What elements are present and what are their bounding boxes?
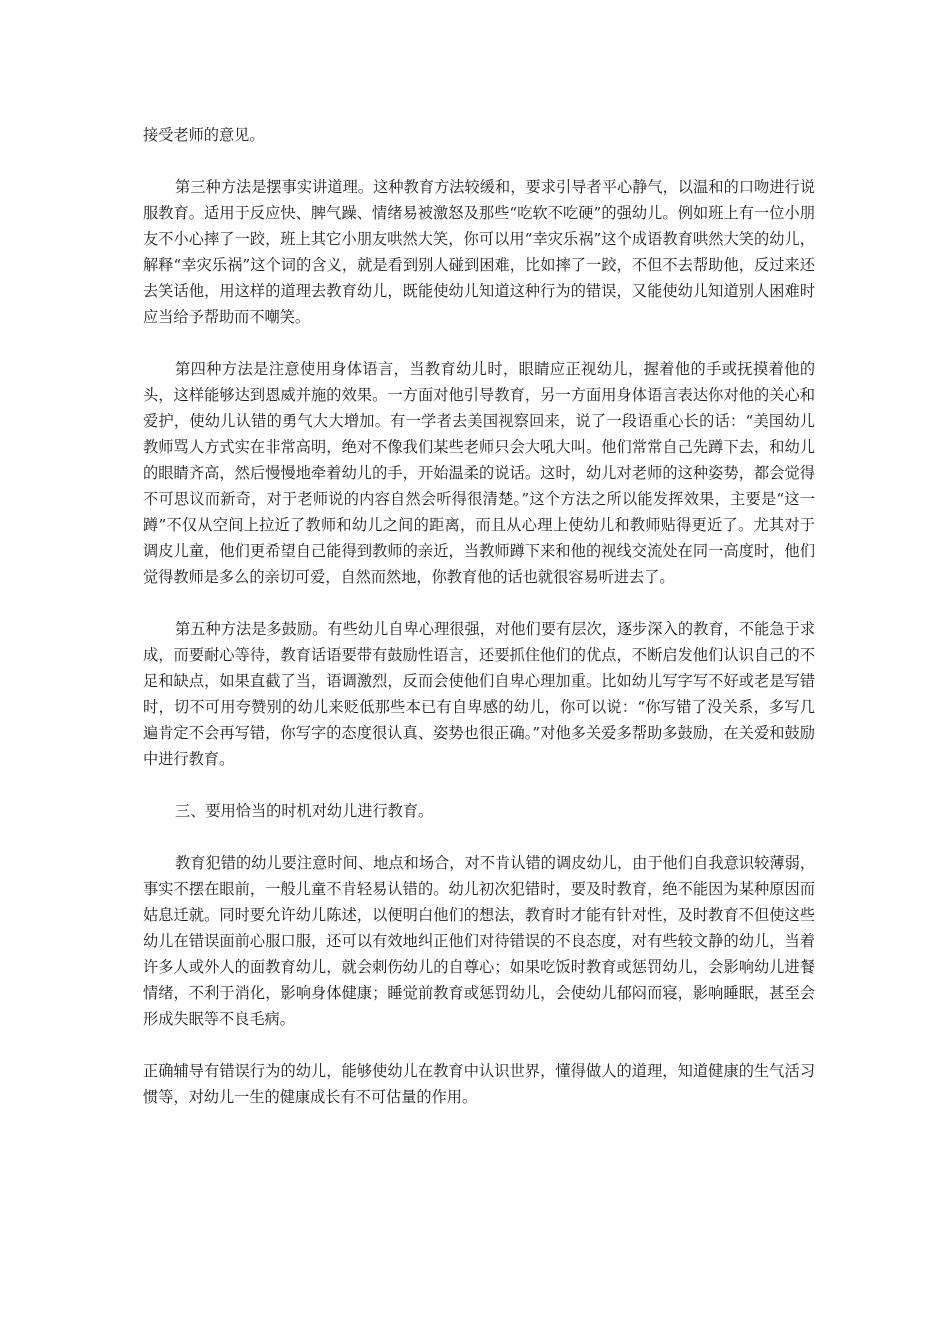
document-body	[143, 122, 815, 1136]
section-heading-timing: 三、要用恰当的时机对幼儿进行教育。	[175, 802, 434, 820]
paragraph-conclusion: 正确辅导有错误行为的幼儿，能够使幼儿在教育中认识世界，懂得做人的道理，知道健康的生气活习惯等，对幼儿一生的健康成长有不可估量的作用。	[143, 1062, 815, 1106]
paragraph-method-five: 第五种方法是多鼓励。有些幼儿自卑心理很强，对他们要有层次，逐步深入的教育，不能急于求成，而要耐心等待，教育话语要带有鼓励性语言，还要抓住他们的优点，不断启发他们认识自己的不足和缺点，如果直截了当，语调激烈，反而会使他们自卑心理加重。比如幼儿写字写不好或老是写错时，切不可用夸赞别的幼儿来贬低那些本已有自卑感的幼儿，你可以说：“你写错了没关系，多写几遍肯定不会再写错，你写字的态度很认真、姿势也很正确。”对他多关爱多帮助多鼓励，在关爱和鼓励中进行教育。	[143, 620, 815, 768]
paragraph-timing: 教育犯错的幼儿要注意时间、地点和场合，对不肯认错的调皮幼儿，由于他们自我意识较薄弱，事实不摆在眼前，一般儿童不肯轻易认错的。幼儿初次犯错时，要及时教育，绝不能因为某种原因而姑息迁就。同时要允许幼儿陈述，以便明白他们的想法，教育时才能有针对性，及时教育不但使这些幼儿在错误面前心服口服，还可以有效地纠正他们对待错误的不良态度，对有些较文静的幼儿，当着许多人或外人的面教育幼儿，就会刺伤幼儿的自尊心；如果吃饭时教育或惩罚幼儿，会影响幼儿进餐情绪，不利于消化，影响身体健康；睡觉前教育或惩罚幼儿，会使幼儿郁闷而寝，影响睡眠，甚至会形成失眠等不良毛病。	[143, 854, 815, 1028]
paragraph-continuation: 接受老师的意见。	[143, 126, 265, 144]
paragraph-method-three: 第三种方法是摆事实讲道理。这种教育方法较缓和，要求引导者平心静气，以温和的口吻进行说服教育。适用于反应快、脾气躁、情绪易被激怒及那些“吃软不吃硬”的强幼儿。例如班上有一位小朋友不小心摔了一跤，班上其它小朋友哄然大笑，你可以用“幸灾乐祸”这个成语教育哄然大笑的幼儿，解释“幸灾乐祸”这个词的含义，就是看到别人碰到困难，比如摔了一跤，不但不去帮助他，反过来还去笑话他，用这样的道理去教育幼儿，既能使幼儿知道这种行为的错误，又能使幼儿知道别人困难时应当给予帮助而不嘲笑。	[143, 178, 815, 326]
paragraph-method-four: 第四种方法是注意使用身体语言，当教育幼儿时，眼睛应正视幼儿，握着他的手或抚摸着他的头，这样能够达到恩威并施的效果。一方面对他引导教育，另一方面用身体语言表达你对他的关心和爱护，使幼儿认错的勇气大大增加。有一学者去美国视察回来，说了一段语重心长的话：“美国幼儿教师骂人方式实在非常高明，绝对不像我们某些老师只会大吼大叫。他们常常自己先蹲下去，和幼儿的眼睛齐高，然后慢慢地牵着幼儿的手，开始温柔的说话。这时，幼儿对老师的这种姿势，都会觉得不可思议而新奇，对于老师说的内容自然会听得很清楚。”这个方法之所以能发挥效果，主要是“这一蹲”不仅从空间上拉近了教师和幼儿之间的距离，而且从心理上使幼儿和教师贴得更近了。尤其对于调皮儿童，他们更希望自己能得到教师的亲近，当教师蹲下来和他的视线交流处在同一高度时，他们觉得教师是多么的亲切可爱，自然而然地，你教育他的话也就很容易听进去了。	[143, 360, 815, 586]
